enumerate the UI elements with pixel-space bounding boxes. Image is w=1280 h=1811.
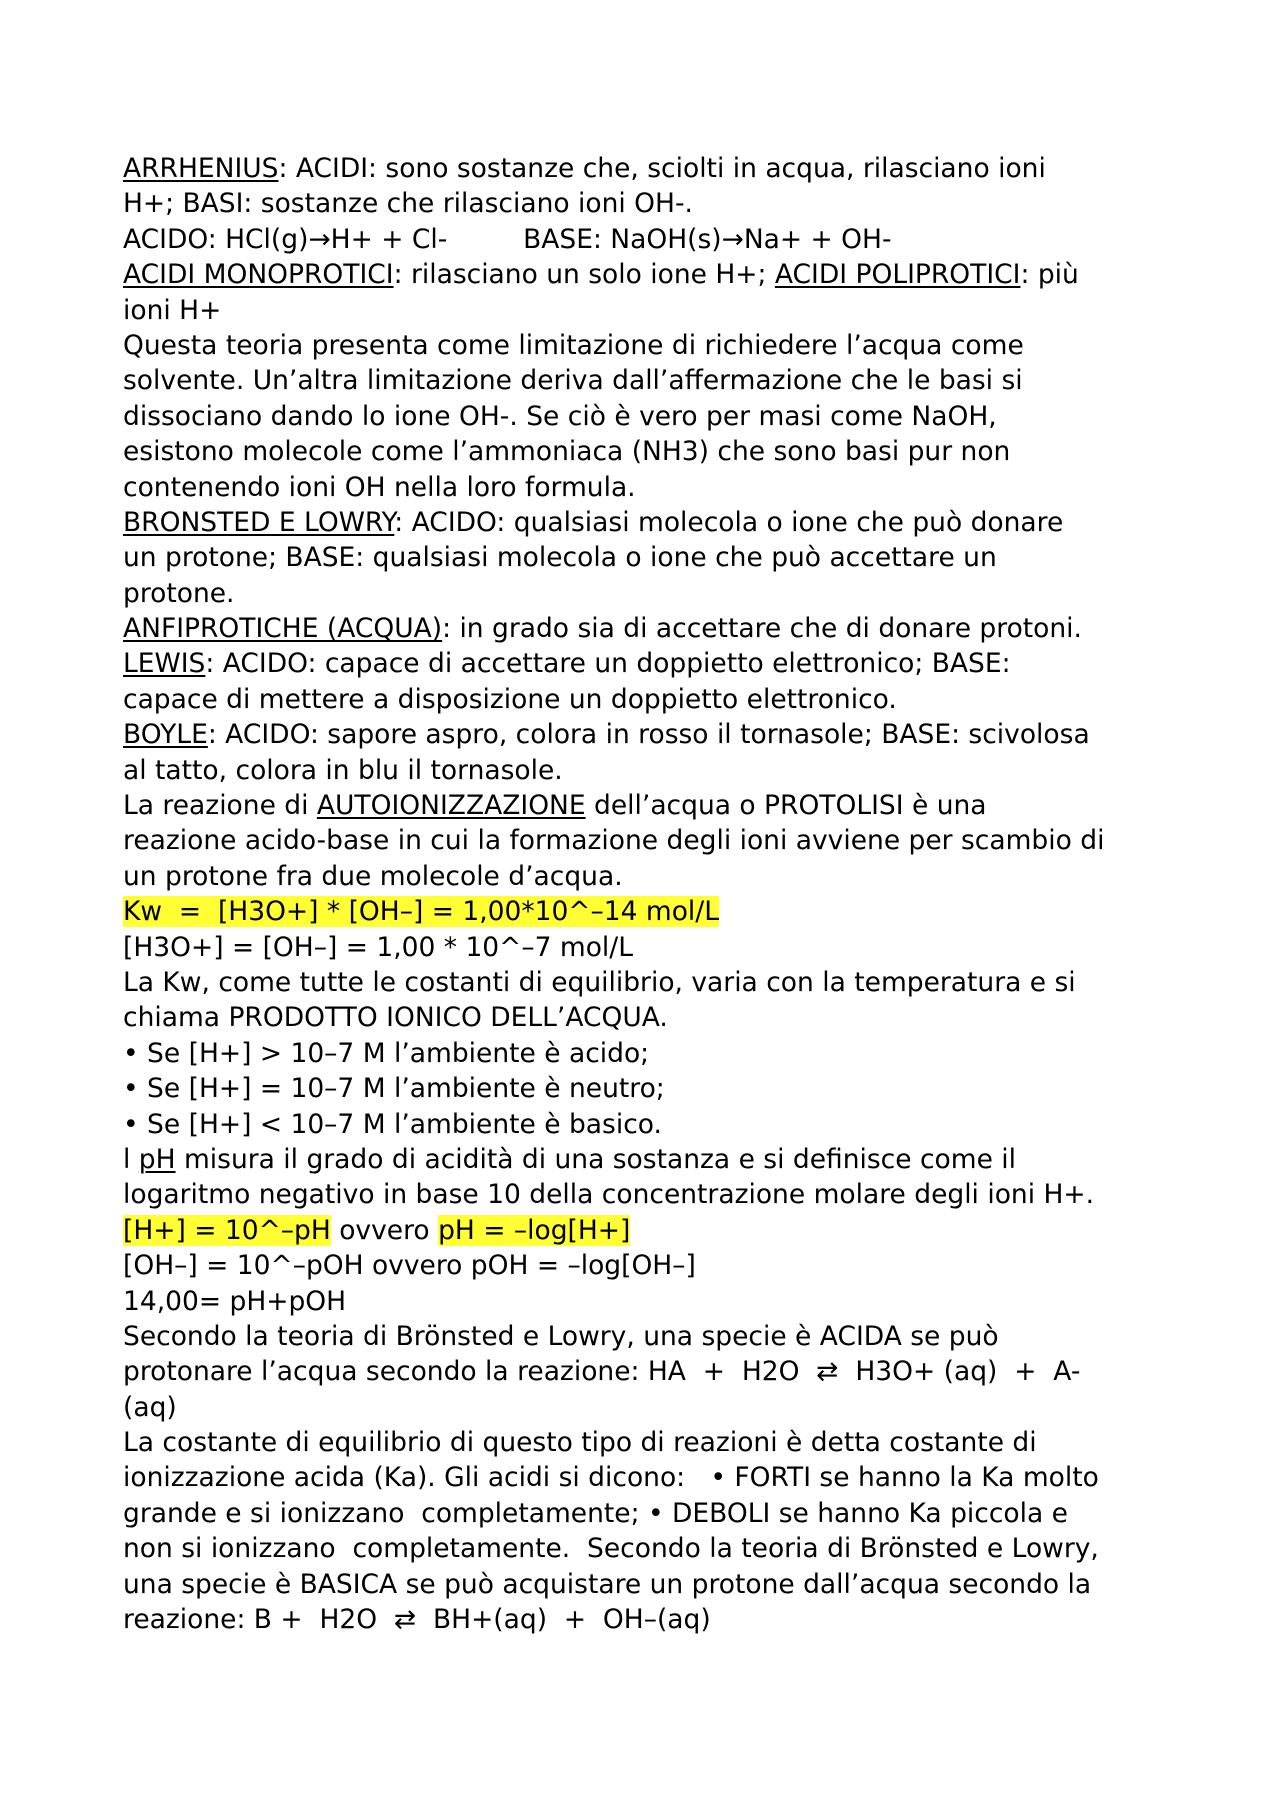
text-line: BOYLE: ACIDO: sapore aspro, colora in rosso il tornasole; BASE: scivolosa	[123, 719, 1090, 751]
bullet-item: • Se [H+] < 10–7 M l’ambiente è basico.	[123, 1108, 662, 1140]
bullet-item: • Se [H+] > 10–7 M l’ambiente è acido;	[123, 1037, 650, 1069]
text-line: La costante di equilibrio di questo tipo di reazioni è detta costante di	[123, 1427, 1037, 1459]
text-line: ioni H+	[123, 294, 222, 326]
term-arrhenius: ARRHENIUS	[123, 153, 279, 184]
highlighted-formula-kw: Kw = [H3O+] * [OH–] = 1,00*10^–14 mol/L	[123, 896, 719, 928]
bullet-item: • Se [H+] = 10–7 M l’ambiente è neutro;	[123, 1073, 665, 1105]
text-line: esistono molecole come l’ammoniaca (NH3) che sono basi pur non	[123, 436, 1011, 468]
text-line: un protone; BASE: qualsiasi molecola o ione che può accettare un	[123, 542, 997, 574]
term-anfiprotiche: ANFIPROTICHE (ACQUA)	[123, 613, 443, 645]
arrow-icon: →	[308, 223, 331, 255]
highlighted-formula-ph: pH = –log[H+]	[438, 1214, 631, 1246]
text-line: [H+] = 10^–pH ovvero pH = –log[H+]	[123, 1214, 631, 1246]
text-line: ANFIPROTICHE (ACQUA): in grado sia di accettare che di donare protoni.	[123, 613, 1082, 645]
text-line: al tatto, colora in blu il tornasole.	[123, 754, 563, 786]
term-autoionizzazione: AUTOIONIZZAZIONE	[316, 790, 586, 822]
text-line: BRONSTED E LOWRY: ACIDO: qualsiasi molecola o ione che può donare	[123, 506, 1064, 538]
text-line: un protone fra due molecole d’acqua.	[123, 860, 623, 892]
highlighted-formula-h: [H+] = 10^–pH	[123, 1214, 331, 1246]
text-line: ARRHENIUS: ACIDI: sono sostanze che, sciolti in acqua, rilasciano ioni	[123, 153, 1046, 184]
text-line: La Kw, come tutte le costanti di equilibrio, varia con la temperatura e si	[123, 966, 1076, 998]
text-line: La reazione di AUTOIONIZZAZIONE dell’acqua o PROTOLISI è una	[123, 790, 987, 822]
text-line: logaritmo negativo in base 10 della concentrazione molare degli ioni H+.	[123, 1179, 1095, 1211]
text-line: contenendo ioni OH nella loro formula.	[123, 471, 636, 503]
term-boyle: BOYLE	[123, 719, 208, 751]
term-acidi-monoprotici: ACIDI MONOPROTICI	[123, 259, 394, 291]
text-line: reazione: B + H2O ⇄ BH+(aq) + OH–(aq)	[123, 1604, 711, 1636]
text-line: grande e si ionizzano completamente; • DEBOLI se hanno Ka piccola e	[123, 1497, 1068, 1529]
term-lewis: LEWIS	[123, 648, 206, 680]
text-line: ACIDI MONOPROTICI: rilasciano un solo ione H+; ACIDI POLIPROTICI: più	[123, 259, 1079, 291]
text-line: capace di mettere a disposizione un doppietto elettronico.	[123, 683, 897, 715]
term-acidi-poliprotici: ACIDI POLIPROTICI	[774, 259, 1021, 291]
text-line: chiama PRODOTTO IONICO DELL’ACQUA.	[123, 1002, 668, 1034]
text-line: LEWIS: ACIDO: capace di accettare un doppietto elettronico; BASE:	[123, 648, 1011, 680]
text-line: una specie è BASICA se può acquistare un protone dall’acqua secondo la	[123, 1568, 1092, 1600]
text-line: (aq)	[123, 1391, 177, 1423]
text-line: dissociano dando lo ione OH-. Se ciò è vero per masi come NaOH,	[123, 400, 997, 432]
text-line: Secondo la teoria di Brönsted e Lowry, una specie è ACIDA se può	[123, 1320, 999, 1352]
text-line: [OH–] = 10^–pOH ovvero pOH = –log[OH–]	[123, 1250, 696, 1282]
term-ph: pH	[138, 1143, 176, 1175]
text-line: non si ionizzano completamente. Secondo la teoria di Brönsted e Lowry,	[123, 1533, 1099, 1565]
text-line: l pH misura il grado di acidità di una sostanza e si definisce come il	[123, 1143, 1017, 1175]
text-line: H+; BASI: sostanze che rilasciano ioni OH-.	[123, 188, 693, 220]
text-line: solvente. Un’altra limitazione deriva dall’affermazione che le basi si	[123, 365, 1023, 397]
text-line: protone.	[123, 577, 235, 609]
term-bronsted-lowry: BRONSTED E LOWRY	[123, 506, 395, 538]
text-line: ionizzazione acida (Ka). Gli acidi si dicono: • FORTI se hanno la Ka molto	[123, 1462, 1099, 1494]
text-line: [H3O+] = [OH–] = 1,00 * 10^–7 mol/L	[123, 931, 633, 963]
text-line	[123, 894, 1183, 929]
text-line: ACIDO: HCl(g)→H+ + Cl- BASE: NaOH(s)→Na+ + OH-	[123, 223, 892, 255]
text-line: reazione acido-base in cui la formazione degli ioni avviene per scambio di	[123, 825, 1105, 857]
text-line: protonare l’acqua secondo la reazione: HA + H2O ⇄ H3O+ (aq) + A-	[123, 1356, 1081, 1388]
text-line: Questa teoria presenta come limitazione di richiedere l’acqua come	[123, 329, 1024, 361]
text-line: 14,00= pH+pOH	[123, 1285, 347, 1317]
document-body	[123, 151, 1183, 1637]
arrow-icon: →	[721, 223, 744, 255]
